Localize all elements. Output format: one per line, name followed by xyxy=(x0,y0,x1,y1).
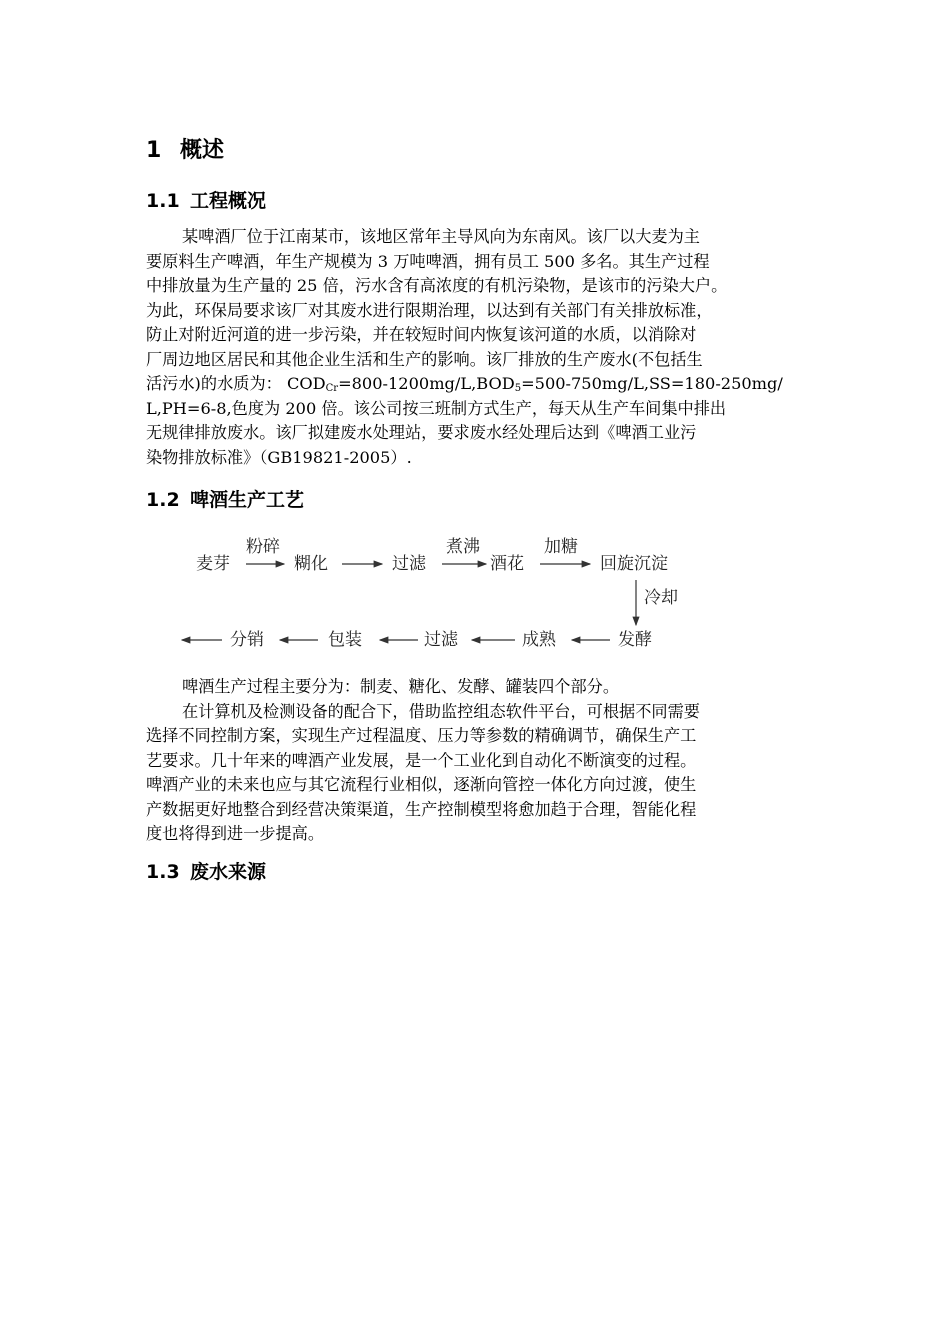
paragraph-line: 啤酒产业的未来也应与其它流程行业相似，逐渐向管控一体化方向过渡，使生 xyxy=(146,775,697,794)
flow-node-packaging: 包装 xyxy=(328,630,362,650)
bod-value: =500-750mg/L,SS=180-250mg/ xyxy=(521,374,783,393)
section-heading-1-2 xyxy=(146,487,304,513)
paragraph-line: 产数据更好地整合到经营决策渠道，生产控制模型将愈加趋于合理，智能化程 xyxy=(146,799,697,819)
bod-subscript: 5 xyxy=(514,383,522,394)
paragraph-line: 要原料生产啤酒，年生产规模为 3 万吨啤酒，拥有员工 500 多名。其生产过程 xyxy=(146,251,710,271)
flow-node-fermentation: 发酵 xyxy=(618,630,652,650)
flow-node-distribution: 分销 xyxy=(230,630,264,650)
paragraph-line: L,PH=6-8,色度为 200 倍。该公司按三班制方式生产，每天从生产车间集中排出 xyxy=(146,398,727,418)
section-title: 啤酒生产工艺 xyxy=(190,489,305,511)
edge-label-add-sugar: 加糖 xyxy=(544,537,578,557)
paragraph-line: 选择不同控制方案，实现生产过程温度、压力等参数的精确调节，确保生产工 xyxy=(146,726,697,745)
paragraph-line: 防止对附近河道的进一步污染，并在较短时间内恢复该河道的水质，以消除对 xyxy=(146,325,697,344)
cod-subscript: Cr xyxy=(325,383,339,394)
flow-node-malt: 麦芽 xyxy=(196,554,230,574)
section-heading-1-1 xyxy=(146,188,266,214)
flow-node-hops: 酒花 xyxy=(490,554,524,574)
paragraph-line: 染物排放标准》（GB19821-2005）. xyxy=(146,447,412,467)
overview-paragraph xyxy=(146,225,814,470)
section-title: 概述 xyxy=(180,138,225,163)
process-paragraph xyxy=(146,675,814,847)
flow-node-whirlpool: 回旋沉淀 xyxy=(600,554,668,574)
paragraph-line: 为此，环保局要求该厂对其废水进行限期治理，以达到有关部门有关排放标准， xyxy=(146,300,713,320)
flow-node-mashing: 糊化 xyxy=(294,554,328,574)
section-heading-1-3 xyxy=(146,859,266,885)
section-number: 1.2 xyxy=(146,489,180,511)
paragraph-line: 无规律排放废水。该厂拟建废水处理站，要求废水经处理后达到《啤酒工业污 xyxy=(146,423,697,442)
section-title: 工程概况 xyxy=(190,190,267,212)
edge-label-boiling: 煮沸 xyxy=(446,537,480,557)
bod-label: BOD xyxy=(476,374,515,393)
paragraph-line: 在计算机及检测设备的配合下，借助监控组态软件平台，可根据不同需要 xyxy=(182,701,700,721)
paragraph-text: 活污水)的水质为： xyxy=(146,374,282,393)
paragraph-line: 厂周边地区居民和其他企业生活和生产的影响。该厂排放的生产废水(不包括生 xyxy=(146,349,703,369)
paragraph-line: 中排放量为生产量的 25 倍，污水含有高浓度的有机污染物，是该市的污染大户。 xyxy=(146,276,728,295)
paragraph-line: 度也将得到进一步提高。 xyxy=(146,824,325,843)
paragraph-line: 某啤酒厂位于江南某市，该地区常年主导风向为东南风。该厂以大麦为主 xyxy=(182,227,700,246)
section-title: 废水来源 xyxy=(190,861,267,883)
water-quality-line xyxy=(146,372,814,397)
cod-value: =800-1200mg/L, xyxy=(338,374,477,393)
brewing-process-flowchart xyxy=(170,530,710,660)
flow-node-filtration-2: 过滤 xyxy=(424,630,458,650)
edge-label-crushing: 粉碎 xyxy=(246,537,280,557)
edge-label-cooling: 冷却 xyxy=(644,588,678,608)
paragraph-line: 啤酒生产过程主要分为：制麦、糖化、发酵、罐装四个部分。 xyxy=(182,677,620,696)
paragraph-line: 艺要求。几十年来的啤酒产业发展，是一个工业化到自动化不断演变的过程。 xyxy=(146,750,697,770)
section-number: 1.1 xyxy=(146,190,180,212)
cod-label: COD xyxy=(286,374,326,393)
flow-node-maturation: 成熟 xyxy=(522,630,556,650)
flow-node-filtration: 过滤 xyxy=(392,554,426,574)
section-number: 1.3 xyxy=(146,861,180,883)
section-heading-1 xyxy=(146,136,224,166)
section-number: 1 xyxy=(146,138,162,163)
